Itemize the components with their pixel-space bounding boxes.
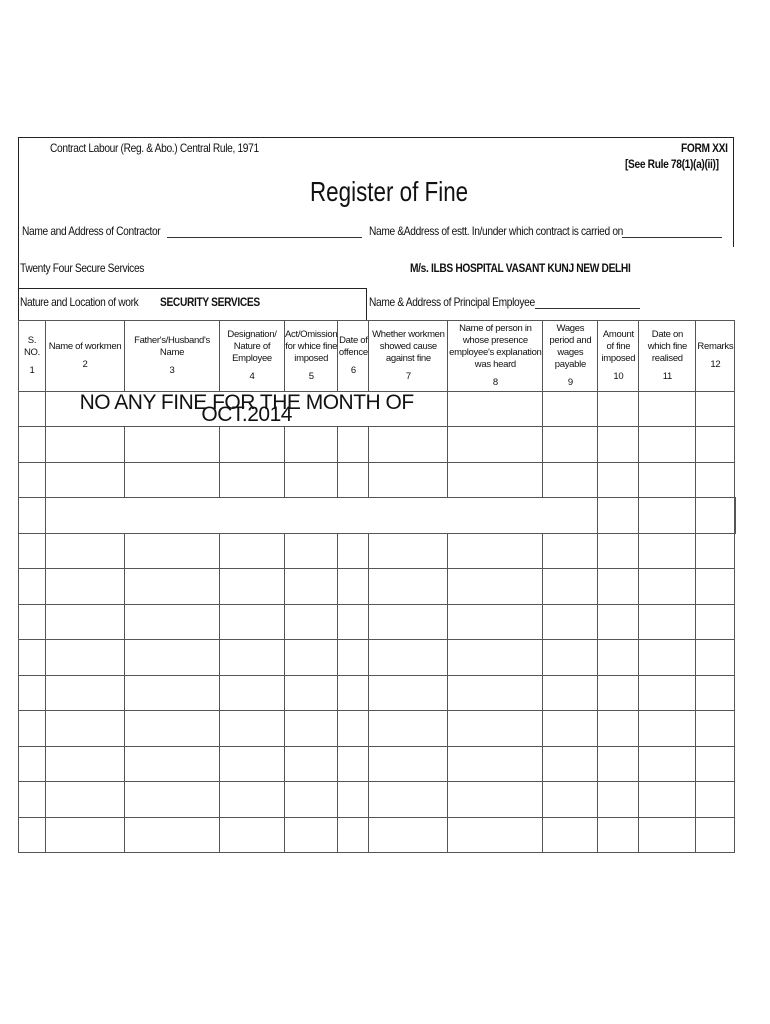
- column-number: 1: [29, 365, 35, 376]
- table-cell[interactable]: [598, 782, 639, 818]
- note-row: [19, 392, 736, 427]
- table-cell[interactable]: [338, 817, 369, 853]
- table-cell[interactable]: [598, 711, 639, 747]
- table-cell[interactable]: [696, 782, 735, 818]
- table-cell[interactable]: [543, 817, 598, 853]
- column-number: 8: [492, 377, 498, 388]
- table-cell[interactable]: [125, 640, 220, 676]
- column-label: Act/Omission for whice fine imposed: [285, 329, 338, 364]
- table-cell[interactable]: [285, 640, 338, 676]
- table-cell[interactable]: [639, 640, 696, 676]
- table-row: [19, 711, 736, 747]
- table-row: [19, 498, 736, 534]
- table-cell[interactable]: [543, 604, 598, 640]
- table-cell[interactable]: [696, 746, 735, 782]
- table-cell[interactable]: [543, 675, 598, 711]
- column-number: 6: [350, 365, 356, 376]
- column-label: Wages period and wages payable: [549, 323, 592, 370]
- table-cell[interactable]: [220, 604, 285, 640]
- column-label: Name of person in whose presence employee's explanation was heard: [449, 323, 542, 370]
- table-cell[interactable]: [285, 462, 338, 498]
- principal-label: Name & Address of Principal Employee: [369, 295, 535, 309]
- table-cell[interactable]: [46, 675, 125, 711]
- table-cell[interactable]: [598, 533, 639, 569]
- table-cell[interactable]: [639, 462, 696, 498]
- table-cell[interactable]: [543, 533, 598, 569]
- principal-line[interactable]: [535, 308, 640, 309]
- table-cell[interactable]: [543, 746, 598, 782]
- column-label: Date on which fine realised: [647, 329, 687, 364]
- estt-line[interactable]: [622, 237, 722, 238]
- table-cell[interactable]: [285, 675, 338, 711]
- table-cell[interactable]: [285, 533, 338, 569]
- table-cell[interactable]: [285, 711, 338, 747]
- table-cell[interactable]: [639, 711, 696, 747]
- table-cell[interactable]: [19, 427, 46, 463]
- table-cell[interactable]: [639, 817, 696, 853]
- table-cell[interactable]: [220, 533, 285, 569]
- column-header: [543, 321, 598, 392]
- column-header: [46, 321, 125, 392]
- table-cell[interactable]: [285, 569, 338, 605]
- table-cell[interactable]: [543, 711, 598, 747]
- table-cell[interactable]: [220, 782, 285, 818]
- table-cell[interactable]: [285, 427, 338, 463]
- table-cell[interactable]: [220, 462, 285, 498]
- table-cell[interactable]: [19, 462, 46, 498]
- table-row: [19, 782, 736, 818]
- table-cell[interactable]: [338, 462, 369, 498]
- contractor-line[interactable]: [167, 237, 362, 238]
- column-number: 9: [567, 377, 573, 388]
- contractor-label: Name and Address of Contractor: [22, 224, 161, 238]
- table-cell[interactable]: [285, 604, 338, 640]
- table-cell[interactable]: [639, 746, 696, 782]
- table-row: [19, 604, 736, 640]
- table-cell[interactable]: [220, 675, 285, 711]
- table-cell[interactable]: [19, 498, 46, 534]
- nature-value: SECURITY SERVICES: [160, 295, 260, 309]
- table-cell[interactable]: [19, 533, 46, 569]
- table-cell[interactable]: [46, 711, 125, 747]
- table-cell[interactable]: [220, 746, 285, 782]
- table-cell[interactable]: [543, 427, 598, 463]
- table-cell[interactable]: [448, 711, 543, 747]
- table-cell[interactable]: [125, 427, 220, 463]
- estt-label: Name &Address of estt. In/under which contract is carried on: [369, 224, 624, 238]
- table-cell[interactable]: [338, 533, 369, 569]
- table-cell[interactable]: [543, 569, 598, 605]
- column-number: 7: [405, 371, 411, 382]
- table-cell[interactable]: [448, 675, 543, 711]
- table-cell[interactable]: [220, 569, 285, 605]
- table-cell[interactable]: [338, 569, 369, 605]
- table-cell[interactable]: [19, 711, 46, 747]
- table-row: [19, 817, 736, 853]
- column-number: 3: [169, 365, 175, 376]
- header-row: [19, 321, 736, 392]
- table-cell[interactable]: [220, 640, 285, 676]
- table-cell[interactable]: [448, 533, 543, 569]
- table-cell[interactable]: [598, 746, 639, 782]
- table-cell[interactable]: [125, 782, 220, 818]
- table-cell[interactable]: [369, 604, 448, 640]
- column-header: [338, 321, 369, 392]
- table-cell[interactable]: [46, 462, 125, 498]
- column-label: Amount of fine imposed: [601, 329, 636, 364]
- table-cell[interactable]: [338, 604, 369, 640]
- estt-value: M/s. ILBS HOSPITAL VASANT KUNJ NEW DELHI: [410, 261, 631, 275]
- table-cell[interactable]: [369, 569, 448, 605]
- table-cell[interactable]: [46, 604, 125, 640]
- table-cell[interactable]: [220, 711, 285, 747]
- column-number: 5: [308, 371, 314, 382]
- column-header: [125, 321, 220, 392]
- table-cell[interactable]: [125, 604, 220, 640]
- table-cell[interactable]: [369, 462, 448, 498]
- table-cell[interactable]: [598, 640, 639, 676]
- column-header: [19, 321, 46, 392]
- table-cell[interactable]: [220, 817, 285, 853]
- contractor-value: Twenty Four Secure Services: [20, 261, 145, 275]
- table-cell[interactable]: [46, 569, 125, 605]
- table-cell[interactable]: [125, 462, 220, 498]
- table-cell[interactable]: [598, 427, 639, 463]
- table-cell[interactable]: [696, 711, 735, 747]
- table-row: [19, 675, 736, 711]
- table-cell[interactable]: [696, 533, 735, 569]
- table-cell[interactable]: [448, 817, 543, 853]
- table-cell[interactable]: [543, 640, 598, 676]
- table-cell[interactable]: [19, 640, 46, 676]
- table-cell[interactable]: [338, 675, 369, 711]
- table-cell[interactable]: [338, 746, 369, 782]
- table-cell[interactable]: [19, 569, 46, 605]
- column-header: [598, 321, 639, 392]
- column-label: Name of workmen: [48, 341, 122, 352]
- table-cell[interactable]: [125, 675, 220, 711]
- table-cell[interactable]: [598, 604, 639, 640]
- table-cell[interactable]: [125, 817, 220, 853]
- table-row: [19, 533, 736, 569]
- table-cell[interactable]: [220, 427, 285, 463]
- table-cell[interactable]: [19, 817, 46, 853]
- table-cell[interactable]: [696, 604, 735, 640]
- table-cell[interactable]: [543, 462, 598, 498]
- table-cell[interactable]: [598, 569, 639, 605]
- table-cell[interactable]: [125, 533, 220, 569]
- column-label: Father's/Husband's Name: [134, 335, 210, 358]
- table-cell[interactable]: [19, 604, 46, 640]
- table-cell[interactable]: [639, 782, 696, 818]
- table-cell[interactable]: [338, 640, 369, 676]
- column-header: [369, 321, 448, 392]
- see-rule: [See Rule 78(1)(a)(ii)]: [625, 157, 719, 171]
- table-cell[interactable]: [369, 711, 448, 747]
- table-cell[interactable]: [125, 746, 220, 782]
- table-cell[interactable]: [19, 746, 46, 782]
- table-cell[interactable]: [448, 640, 543, 676]
- table-cell[interactable]: [338, 427, 369, 463]
- table-cell[interactable]: [338, 782, 369, 818]
- column-header: [285, 321, 338, 392]
- table-cell[interactable]: [369, 817, 448, 853]
- table-cell[interactable]: [19, 782, 46, 818]
- table-row: [19, 427, 736, 463]
- table-row: [19, 640, 736, 676]
- table-cell[interactable]: [696, 498, 735, 534]
- column-label: Designation/ Nature of Employee: [227, 329, 277, 364]
- table-cell[interactable]: [46, 782, 125, 818]
- table-cell[interactable]: [639, 604, 696, 640]
- form-number: FORM XXI: [681, 141, 728, 155]
- table-cell[interactable]: [639, 498, 696, 534]
- table-cell[interactable]: [639, 533, 696, 569]
- table-cell[interactable]: [19, 675, 46, 711]
- column-label: Date of offence: [338, 335, 368, 358]
- table-cell[interactable]: [369, 675, 448, 711]
- table-row: [19, 746, 736, 782]
- table-cell[interactable]: [543, 782, 598, 818]
- table-cell[interactable]: [448, 782, 543, 818]
- column-header: [696, 321, 735, 392]
- table-cell[interactable]: [46, 746, 125, 782]
- table-cell[interactable]: [598, 462, 639, 498]
- page-title: Register of Fine: [310, 176, 469, 207]
- table-cell[interactable]: [369, 427, 448, 463]
- table-cell[interactable]: [369, 782, 448, 818]
- table-cell[interactable]: [448, 746, 543, 782]
- table-cell[interactable]: [735, 498, 736, 534]
- table-cell[interactable]: [46, 640, 125, 676]
- table-cell[interactable]: [338, 711, 369, 747]
- table-cell[interactable]: [285, 746, 338, 782]
- table-cell[interactable]: [448, 569, 543, 605]
- column-header: [448, 321, 543, 392]
- table-cell[interactable]: [125, 569, 220, 605]
- table-cell[interactable]: [448, 462, 543, 498]
- table-cell[interactable]: [696, 427, 735, 463]
- table-cell[interactable]: [598, 675, 639, 711]
- fine-register-table: [18, 320, 736, 853]
- table-cell[interactable]: [46, 498, 598, 534]
- table-cell[interactable]: [46, 817, 125, 853]
- table-cell[interactable]: [696, 640, 735, 676]
- table-cell[interactable]: [696, 675, 735, 711]
- table-cell[interactable]: [639, 569, 696, 605]
- column-number: 11: [662, 371, 672, 382]
- table-cell[interactable]: [46, 533, 125, 569]
- table-cell[interactable]: [46, 427, 125, 463]
- table-cell[interactable]: [696, 569, 735, 605]
- table-cell[interactable]: [598, 817, 639, 853]
- nature-label: Nature and Location of work: [20, 295, 139, 309]
- no-fine-note: NO ANY FINE FOR THE MONTH OF OCT.2014: [46, 392, 448, 427]
- table-cell[interactable]: [598, 498, 639, 534]
- table-cell[interactable]: [369, 640, 448, 676]
- table-cell[interactable]: [285, 817, 338, 853]
- table-cell[interactable]: [285, 782, 338, 818]
- column-label: Whether workmen showed cause against fine: [372, 329, 445, 364]
- column-header: [220, 321, 285, 392]
- column-number: 10: [613, 371, 624, 382]
- column-label: S. NO.: [24, 335, 40, 358]
- column-label: Remarks: [697, 341, 734, 352]
- table-row: [19, 569, 736, 605]
- table-cell[interactable]: [369, 746, 448, 782]
- table-row: [19, 462, 736, 498]
- column-header: [639, 321, 696, 392]
- table-cell[interactable]: [696, 817, 735, 853]
- table-cell[interactable]: [696, 462, 735, 498]
- rule-text: Contract Labour (Reg. & Abo.) Central Rule, 1971: [50, 141, 259, 155]
- column-number: 2: [82, 359, 88, 370]
- column-number: 4: [249, 371, 255, 382]
- column-number: 12: [710, 359, 721, 370]
- table-cell[interactable]: [639, 675, 696, 711]
- table-cell[interactable]: [125, 711, 220, 747]
- table-cell[interactable]: [639, 427, 696, 463]
- table-cell[interactable]: [448, 427, 543, 463]
- table-cell[interactable]: [369, 533, 448, 569]
- table-cell[interactable]: [448, 604, 543, 640]
